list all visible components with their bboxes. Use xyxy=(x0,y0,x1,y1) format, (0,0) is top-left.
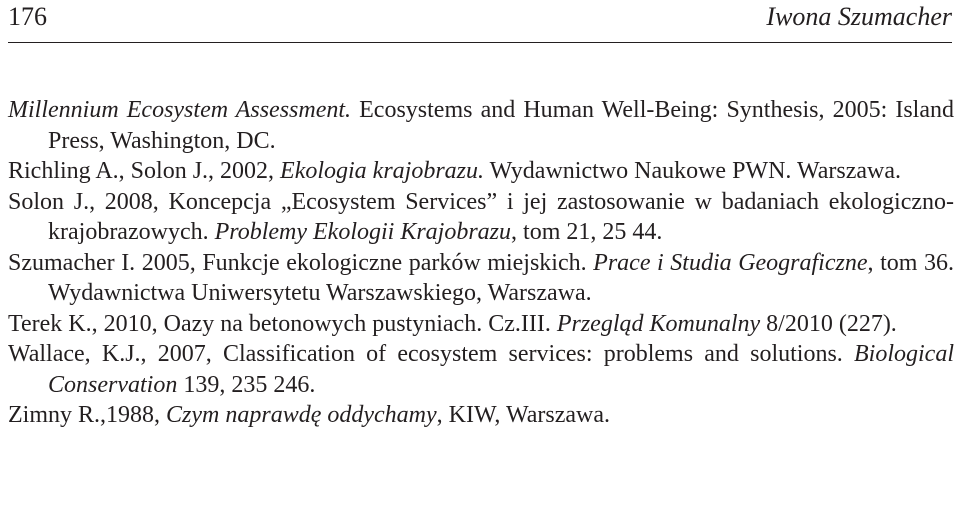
reference-text: Millennium Ecosystem Assessment. xyxy=(8,97,352,123)
reference-text: Czym naprawdę oddychamy xyxy=(166,402,437,428)
reference-text: , tom 21, 25 44. xyxy=(511,219,663,245)
reference-text: Solon J. xyxy=(8,188,90,215)
reference-text: 8/2010 (227). xyxy=(760,310,897,337)
page-header xyxy=(8,0,952,40)
running-head-author: Iwona Szumacher xyxy=(766,2,952,31)
reference-item-terek xyxy=(8,309,954,340)
page-number: 176 xyxy=(8,2,47,31)
reference-text: , KIW, Warszawa. xyxy=(436,402,610,428)
reference-text: Wallace, K.J., 2007, Classification of ecosystem services: problems and solutions. xyxy=(8,341,855,367)
reference-text: Ecosystems and Human Well-Being: Synthesis, 2005: Island Press, Washington, DC. xyxy=(48,97,954,154)
header-rule xyxy=(8,42,952,43)
reference-text: Biological Conservation xyxy=(48,341,954,398)
reference-text: 139, 235 246. xyxy=(177,371,316,398)
reference-text: Richling A., Solon J., 2002, xyxy=(8,158,281,184)
reference-text: Wydawnictwo Naukowe PWN. Warszawa. xyxy=(484,158,901,184)
reference-item-solon xyxy=(8,187,954,248)
reference-text: Przegląd Komunalny xyxy=(556,310,761,337)
reference-list xyxy=(8,95,954,431)
reference-item-zimny xyxy=(8,400,954,431)
reference-item-mea xyxy=(8,95,954,156)
reference-text: Terek K., 2010, Oazy na betonowych pustyniach. Cz.III. xyxy=(8,310,557,337)
reference-text: , tom 36. Wydawnictwa Uniwersytetu Warszawskiego, Warszawa. xyxy=(48,249,954,306)
reference-item-wallace xyxy=(8,339,954,400)
reference-text: Problemy Ekologii Krajobrazu xyxy=(214,219,512,245)
reference-text: Zimny R.,1988, xyxy=(8,402,167,428)
reference-item-szumacher xyxy=(8,248,954,309)
reference-text: Prace i Studia Geograficzne xyxy=(593,249,868,276)
reference-text: Szumacher I. 2005, Funkcje ekologiczne parków miejskich. xyxy=(8,249,594,276)
reference-text: Ekologia krajobrazu. xyxy=(280,158,485,184)
reference-item-richling xyxy=(8,156,954,187)
reference-text: , 2008, Koncepcja „Ecosystem Services” i jej zastosowanie w badaniach ekologiczno-krajobrazowych. xyxy=(48,188,954,245)
